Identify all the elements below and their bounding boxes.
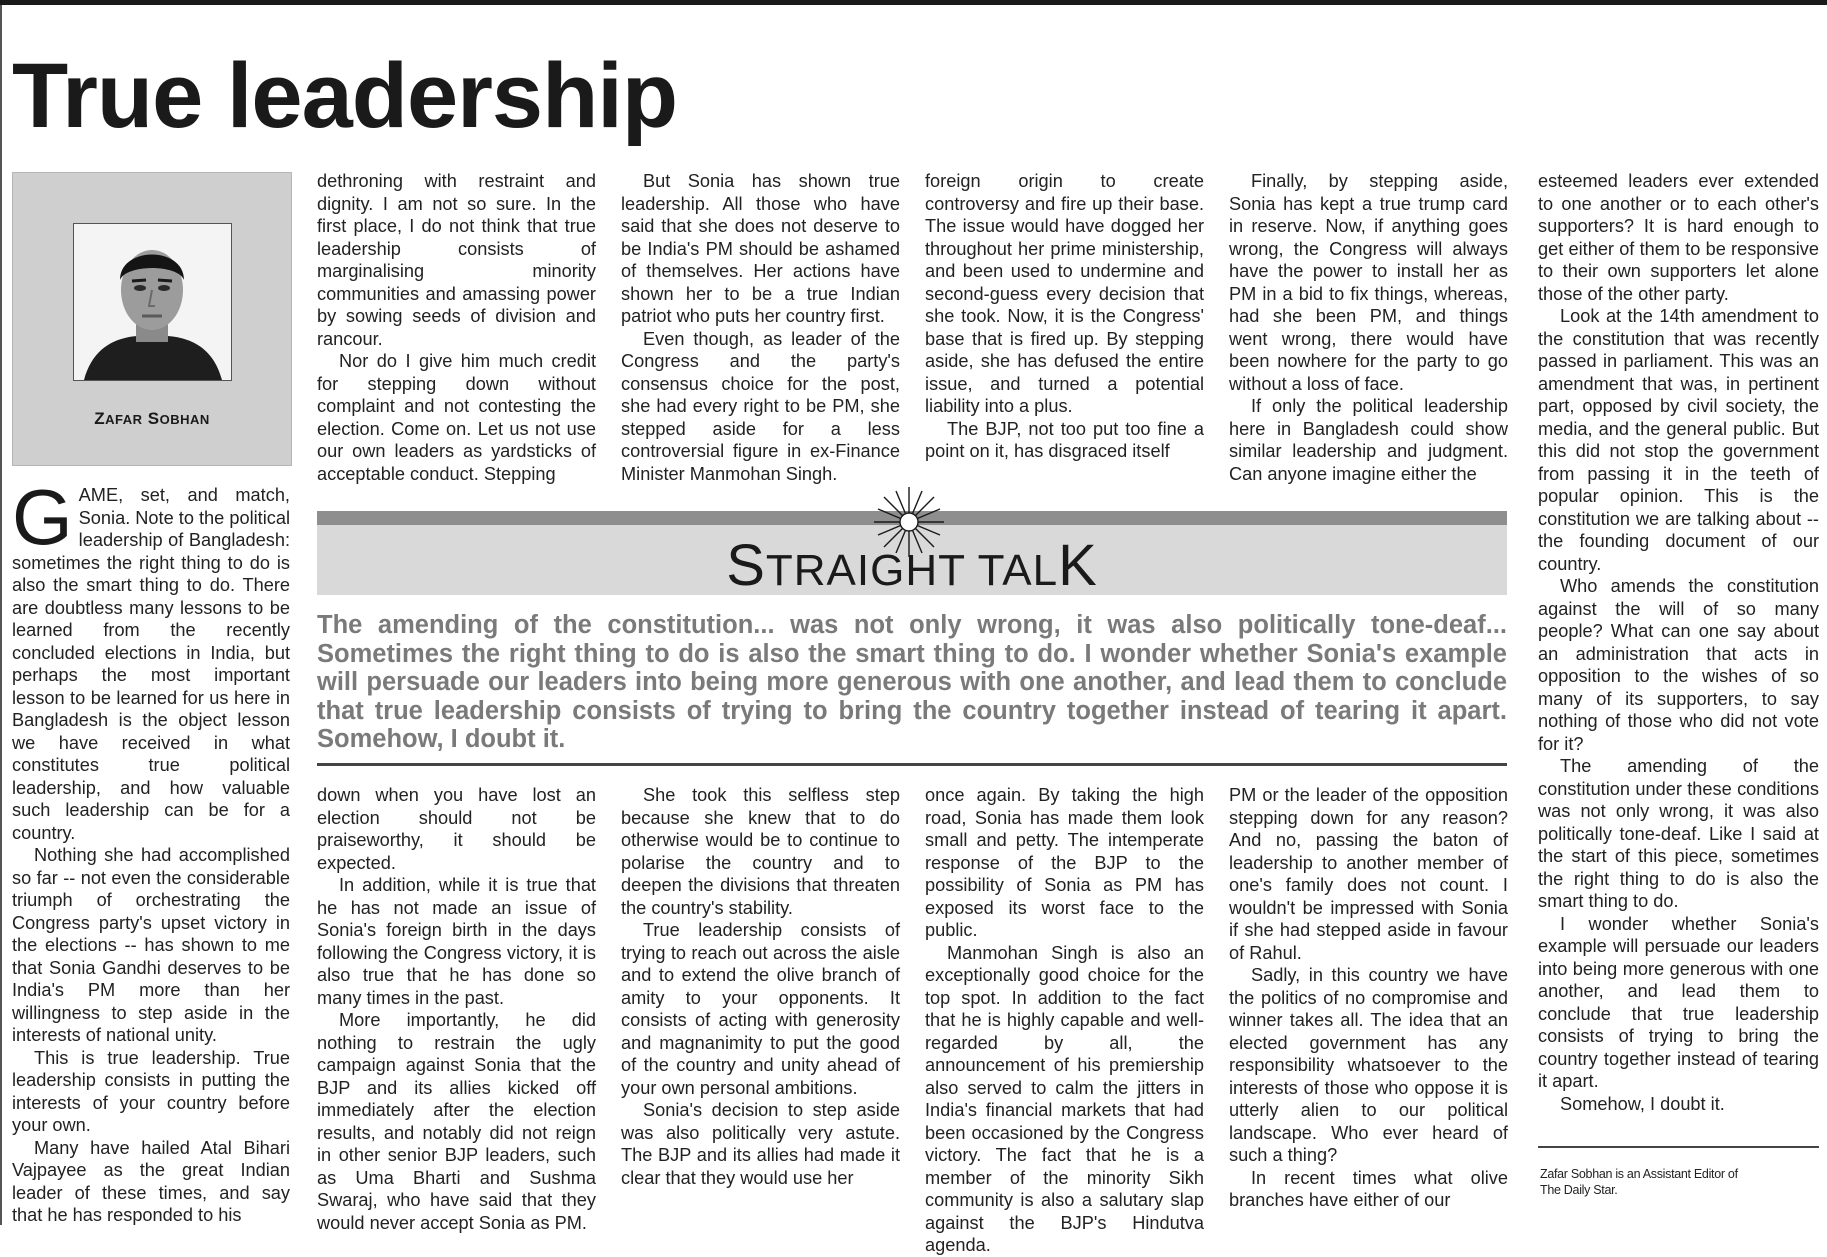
paragraph: But Sonia has shown true leadership. All those who have said that she does not deserve to be India's PM should be ashamed of themselves. Her actions have shown her to be a true Indian patriot who puts her country first.	[621, 171, 900, 326]
paragraph: She took this selfless step because she knew that to do otherwise would be to continue to polarise the country and to deepen the divisions that threaten the country's stability.	[621, 785, 900, 918]
paragraph: This is true leadership. True leadership consists in putting the interests of your country before your own.	[12, 1047, 290, 1135]
starburst-icon	[872, 485, 946, 559]
author-name: ZAFAR SOBHAN	[94, 409, 210, 428]
paragraph: More importantly, he did nothing to restrain the ugly campaign against Sonia that the BJP and its allies kicked off immediately after the election results, and notably did not reign in other senior BJP leaders, such as Uma Bharti and Sushma Swaraj, who have said that they would never accept Sonia as PM.	[317, 1010, 596, 1233]
column-5-top	[1229, 170, 1508, 492]
paragraph: once again. By taking the high road, Sonia has made them look small and petty. The intemperate response of the BJP to the possibility of Sonia as PM has exposed its worst face to the public.	[925, 785, 1204, 940]
section-title: STRAIGHT TALK	[726, 533, 1098, 598]
paragraph: Sonia's decision to step aside was also politically very astute. The BJP and its allies had made it clear that they would use her	[621, 1100, 900, 1188]
bio-rule	[1538, 1146, 1819, 1148]
column-4-top	[925, 170, 1204, 492]
paragraph: Sadly, in this country we have the politics of no compromise and winner takes all. The idea that an elected government has any responsibility whatsoever to the interests of those who oppose it is utterly alien to our political landscape. Who ever heard of such a thing?	[1229, 965, 1508, 1165]
paragraph: If only the political leadership here in Bangladesh could show similar leadership and judgment. Can anyone imagine either the	[1229, 396, 1508, 484]
author-portrait	[73, 223, 232, 381]
paragraph: PM or the leader of the opposition stepping down for any reason? And no, passing the baton of leadership to another member of one's family does not count. I wouldn't be impressed with Sonia if she had stepped aside in favour of Rahul.	[1229, 785, 1508, 963]
paragraph: Finally, by stepping aside, Sonia has kept a true trump card in reserve. Now, if anything goes wrong, the Congress will always have the power to install her as PM in a bid to fix things, whereas, had she been PM, and things went wrong, there would have been nowhere for the party to go without a loss of face.	[1229, 171, 1508, 394]
paragraph: foreign origin to create controversy and fire up their base. The issue would have dogged her throughout her prime ministership, and been used to undermine and second-guess every decision that she took. Now, it is the Congress' base that is fired up. By stepping aside, she has defused the entire issue, and turned a potential liability into a plus.	[925, 171, 1204, 416]
pull-quote-rule	[317, 763, 1507, 766]
author-box	[12, 172, 292, 466]
drop-cap: G	[12, 473, 73, 561]
column-3-bottom	[621, 784, 900, 1225]
paragraph: esteemed leaders ever extended to one another or to each other's supporters? It is hard enough to get either of them to be responsive to their own supporters let alone those of the other party.	[1538, 171, 1819, 304]
top-rule	[0, 0, 1827, 5]
paragraph: Somehow, I doubt it.	[1560, 1093, 1725, 1114]
paragraph: In addition, while it is true that he has not made an issue of Sonia's foreign birth in the days following the Congress victory, it is also true that he has done so many times in the past.	[317, 875, 596, 1008]
pull-quote: The amending of the constitution... was not only wrong, it was also politically tone-deaf... Sometimes the right thing to do is also the smart thing to do. I wonder whether Sonia's example will persuade our leaders into being more generous with one another, and lead them to conclude that true leadership consists of trying to bring the country together instead of tearing it apart. Somehow, I doubt it.	[317, 611, 1507, 753]
paragraph: AME, set, and match, Sonia. Note to the political leadership of Bangladesh: sometimes the right thing to do is also the smart thing to do. There are doubtless many lessons to be learned from the recently concluded elections in India, but perhaps the most important lesson to be learned for us here in Bangladesh is the object lesson we have received in what constitutes true political leadership, and how valuable such leadership can be for a country.	[12, 485, 290, 843]
paragraph: Look at the 14th amendment to the constitution that was recently passed in parliament. This was an amendment that was, in pertinent part, opposed by civil society, the media, and the general public. But this did not stop the government from passing it in the teeth of popular opinion. This is the constitution we are talking about -- the founding document of our country.	[1538, 306, 1819, 574]
paragraph: Nor do I give him much credit for stepping down without complaint and not contesting the election. Come on. Let us not use our own leaders as yardsticks of acceptable conduct. Stepping	[317, 351, 596, 484]
left-rule	[0, 5, 2, 1225]
paragraph: Who amends the constitution against the will of so many people? What can one say about an administration that acts in opposition to the wishes of so many of its supporters, to say nothing of those who did not vote for it?	[1538, 576, 1819, 754]
headline: True leadership	[12, 45, 678, 147]
column-1	[12, 473, 290, 1225]
paragraph: Many have hailed Atal Bihari Vajpayee as the great Indian leader of these times, and say that he has responded to his	[12, 1137, 290, 1225]
column-2-top	[317, 170, 596, 492]
paragraph: In recent times what olive branches have either of our	[1229, 1167, 1508, 1210]
paragraph: The BJP, not too put too fine a point on it, has disgraced itself	[925, 418, 1204, 461]
paragraph: Even though, as leader of the Congress and the party's consensus choice for the post, she had every right to be PM, she stepped aside for a less controversial figure in ex-Finance Minister Manmohan Singh.	[621, 328, 900, 484]
author-bio: Zafar Sobhan is an Assistant Editor of The Daily Star.	[1540, 1167, 1738, 1197]
paragraph: Nothing she had accomplished so far -- not even the considerable triumph of orchestrating the Congress party's upset victory in the elections -- has shown to me that Sonia Gandhi deserves to be India's PM more than her willingness to step aside in the interests of national unity.	[12, 845, 290, 1045]
column-4-bottom	[925, 784, 1204, 1255]
column-5-bottom	[1229, 784, 1508, 1225]
paragraph: I wonder whether Sonia's example will persuade our leaders into being more generous with one another, and lead them to conclude that true leadership consists of trying to bring the country together instead of tearing it apart.	[1538, 913, 1819, 1091]
column-3-top	[621, 170, 900, 492]
column-2-bottom	[317, 784, 596, 1233]
paragraph: The amending of the constitution under these conditions was not only wrong, it was also politically tone-deaf. Like I said at the start of this piece, sometimes the right thing to do is also the smart thing to do.	[1538, 756, 1819, 911]
column-6	[1538, 170, 1819, 1140]
paragraph: True leadership consists of trying to reach out across the aisle and to extend the olive branch of amity to your opponents. It consists of acting with generosity and magnanimity to put the good of the country and unity ahead of your own personal ambitions.	[621, 920, 900, 1098]
paragraph: dethroning with restraint and dignity. I am not so sure. In the first place, I do not think that true leadership consists of marginalising minority communities and amassing power by sowing seeds of division and rancour.	[317, 171, 596, 349]
paragraph: Manmohan Singh is also an exceptionally good choice for the top spot. In addition to the fact that he is highly capable and well-regarded by all, the announcement of his premiership also served to calm the jitters in India's financial markets that had been occasioned by the Congress victory. The fact that he is a member of the minority Sikh community is also a salutary slap against the BJP's Hindutva agenda.	[925, 942, 1204, 1255]
portrait-photo	[74, 224, 231, 380]
paragraph: down when you have lost an election should not be praiseworthy, it should be expected.	[317, 785, 596, 873]
